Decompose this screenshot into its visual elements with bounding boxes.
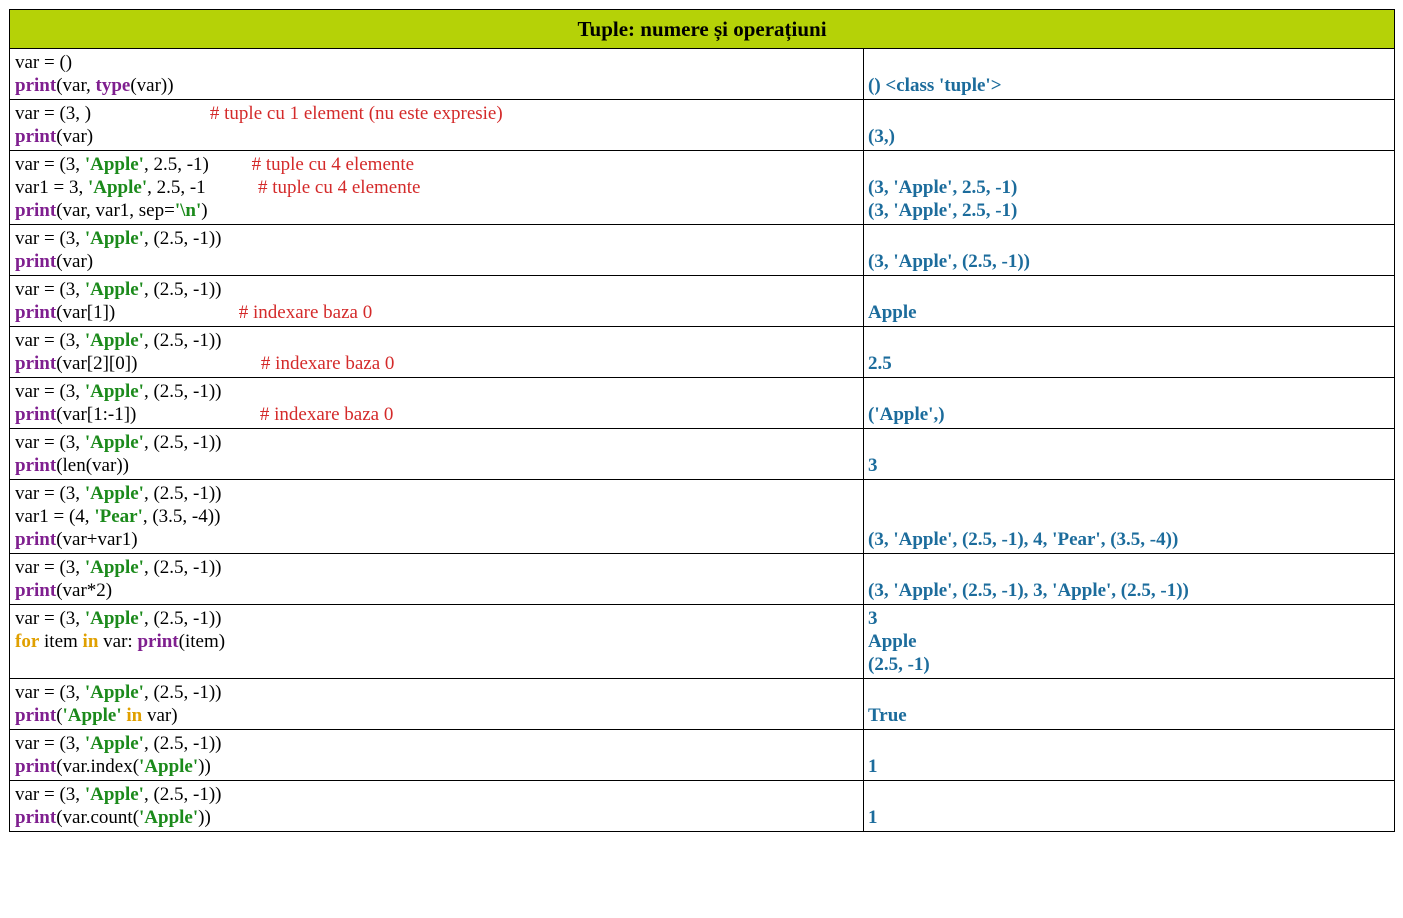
code-line	[15, 329, 863, 352]
code-token: var = (3,	[15, 279, 85, 300]
output-line: 1	[868, 756, 878, 777]
table-row	[10, 679, 1394, 730]
code-line	[15, 681, 863, 704]
code-token: (var, var1, sep=	[56, 200, 175, 221]
code-token: , (2.5, -1))	[143, 682, 222, 703]
code-token: var = (3,	[15, 330, 85, 351]
code-keyword: print	[15, 251, 57, 272]
output-line: (3, 'Apple', (2.5, -1), 4, 'Pear', (3.5, -4))	[868, 529, 1179, 550]
code-token: (len(var))	[56, 455, 129, 476]
output-cell	[864, 276, 1394, 326]
code-token: var = (3,	[15, 228, 85, 249]
code-token: (var))	[130, 75, 174, 96]
code-string: 'Apple'	[84, 279, 144, 300]
code-line	[15, 199, 863, 222]
output-line: (2.5, -1)	[868, 654, 930, 675]
tuple-operations-table	[9, 9, 1395, 832]
code-string: 'Apple'	[87, 177, 148, 198]
code-token: , 2.5, -1	[147, 177, 258, 198]
code-cell	[10, 276, 864, 326]
code-token: var = (3, )	[15, 103, 210, 124]
code-keyword: print	[15, 353, 57, 374]
code-token: (var.count(	[56, 807, 140, 828]
code-keyword: print	[15, 455, 57, 476]
code-token: (var[2][0])	[56, 353, 261, 374]
code-token: , (2.5, -1))	[143, 733, 222, 754]
code-cell	[10, 480, 864, 553]
output-cell	[864, 49, 1394, 99]
code-string: 'Apple'	[62, 705, 122, 726]
code-line	[15, 556, 863, 579]
output-line: 3	[868, 608, 878, 629]
output-line: (3, 'Apple', (2.5, -1))	[868, 251, 1031, 272]
code-cell	[10, 605, 864, 678]
output-line: (3, 'Apple', (2.5, -1), 3, 'Apple', (2.5, -1))	[868, 580, 1189, 601]
code-line	[15, 102, 863, 125]
code-keyword: print	[15, 126, 57, 147]
output-line: () <class 'tuple'>	[868, 75, 1002, 96]
code-token: , (2.5, -1))	[143, 608, 222, 629]
code-token: , (2.5, -1))	[143, 381, 222, 402]
code-cell	[10, 151, 864, 224]
code-line	[15, 176, 863, 199]
code-token: var = (3,	[15, 557, 85, 578]
code-token: var1 = 3,	[15, 177, 88, 198]
output-cell	[864, 554, 1394, 604]
code-token: var)	[142, 705, 178, 726]
code-string: 'Apple'	[84, 483, 144, 504]
code-token: (var+var1)	[56, 529, 138, 550]
code-string: 'Apple'	[84, 432, 144, 453]
code-token: (item)	[178, 631, 226, 652]
code-token: var = (3,	[15, 483, 85, 504]
output-cell	[864, 429, 1394, 479]
code-string: 'Apple'	[84, 154, 144, 175]
code-token: , (2.5, -1))	[143, 784, 222, 805]
code-string: 'Apple'	[84, 381, 144, 402]
table-row	[10, 429, 1394, 480]
code-keyword: print	[15, 529, 57, 550]
table-row	[10, 554, 1394, 605]
code-line	[15, 352, 863, 375]
output-line: 1	[868, 807, 878, 828]
code-line	[15, 250, 863, 273]
code-line	[15, 505, 863, 528]
output-cell	[864, 730, 1394, 780]
code-line	[15, 227, 863, 250]
code-comment: # tuple cu 4 elemente	[257, 177, 421, 198]
code-cell	[10, 100, 864, 150]
code-cell	[10, 781, 864, 831]
code-token: , (2.5, -1))	[143, 557, 222, 578]
code-string: 'Apple'	[84, 557, 144, 578]
code-string: 'Apple'	[84, 784, 144, 805]
output-line: (3, 'Apple', 2.5, -1)	[868, 177, 1018, 198]
output-line: 3	[868, 455, 878, 476]
code-token: var:	[98, 631, 138, 652]
code-line	[15, 755, 863, 778]
code-token: , (2.5, -1))	[143, 228, 222, 249]
code-keyword: type	[95, 75, 131, 96]
code-token: var = (3,	[15, 682, 85, 703]
output-cell	[864, 378, 1394, 428]
code-line	[15, 783, 863, 806]
code-token: var = ()	[15, 52, 73, 73]
code-line	[15, 431, 863, 454]
code-line	[15, 125, 863, 148]
code-string: 'Pear'	[94, 506, 143, 527]
code-token: var = (3,	[15, 154, 85, 175]
code-token: (var.index(	[56, 756, 140, 777]
code-string: 'Apple'	[84, 733, 144, 754]
code-keyword: in	[126, 705, 143, 726]
code-string: '\n'	[174, 200, 202, 221]
code-line	[15, 380, 863, 403]
code-line	[15, 607, 863, 630]
code-keyword: print	[15, 200, 57, 221]
code-keyword: for	[15, 631, 40, 652]
code-line	[15, 74, 863, 97]
output-line: (3,)	[868, 126, 895, 147]
code-token: (var,	[56, 75, 96, 96]
code-token: item	[39, 631, 83, 652]
code-comment: # indexare baza 0	[238, 302, 373, 323]
code-line	[15, 704, 863, 727]
table-row	[10, 730, 1394, 781]
table-row	[10, 605, 1394, 679]
code-token: (var)	[56, 126, 94, 147]
code-comment: # tuple cu 1 element (nu este expresie)	[209, 103, 503, 124]
code-token: (	[56, 705, 63, 726]
table-title: Tuple: numere și operațiuni	[10, 10, 1394, 49]
code-token: , (3.5, -4))	[142, 506, 221, 527]
code-cell	[10, 554, 864, 604]
code-string: 'Apple'	[84, 228, 144, 249]
code-keyword: print	[137, 631, 179, 652]
code-string: 'Apple'	[84, 608, 144, 629]
code-token: , (2.5, -1))	[143, 483, 222, 504]
code-token: (var[1])	[56, 302, 239, 323]
code-line	[15, 403, 863, 426]
code-line	[15, 301, 863, 324]
code-token: )	[201, 200, 208, 221]
output-cell	[864, 225, 1394, 275]
code-cell	[10, 49, 864, 99]
code-token: var = (3,	[15, 733, 85, 754]
output-cell	[864, 781, 1394, 831]
table-row	[10, 378, 1394, 429]
code-token: , (2.5, -1))	[143, 432, 222, 453]
code-keyword: print	[15, 302, 57, 323]
table-row	[10, 276, 1394, 327]
output-cell	[864, 100, 1394, 150]
code-keyword: print	[15, 705, 57, 726]
output-line: True	[868, 705, 907, 726]
code-line	[15, 153, 863, 176]
code-token: var = (3,	[15, 608, 85, 629]
code-string: 'Apple'	[84, 330, 144, 351]
code-line	[15, 454, 863, 477]
table-row	[10, 781, 1394, 831]
code-line	[15, 51, 863, 74]
code-token: var = (3,	[15, 432, 85, 453]
table-row	[10, 49, 1394, 100]
code-keyword: print	[15, 404, 57, 425]
code-keyword: print	[15, 580, 57, 601]
table-row	[10, 100, 1394, 151]
code-line	[15, 806, 863, 829]
code-token: (var[1:-1])	[56, 404, 260, 425]
code-line	[15, 732, 863, 755]
code-cell	[10, 225, 864, 275]
code-token: ))	[198, 756, 211, 777]
code-comment: # indexare baza 0	[259, 404, 394, 425]
output-cell	[864, 605, 1394, 678]
code-string: 'Apple'	[139, 807, 199, 828]
code-token: var = (3,	[15, 784, 85, 805]
code-comment: # tuple cu 4 elemente	[251, 154, 415, 175]
code-keyword: in	[82, 631, 99, 652]
code-string: 'Apple'	[84, 682, 144, 703]
output-cell	[864, 327, 1394, 377]
table-row	[10, 225, 1394, 276]
code-line	[15, 278, 863, 301]
code-comment: # indexare baza 0	[260, 353, 395, 374]
code-keyword: print	[15, 807, 57, 828]
output-cell	[864, 151, 1394, 224]
code-token: , 2.5, -1)	[143, 154, 252, 175]
output-cell	[864, 480, 1394, 553]
code-cell	[10, 327, 864, 377]
code-cell	[10, 679, 864, 729]
code-token: var1 = (4,	[15, 506, 95, 527]
output-line: ('Apple',)	[868, 404, 945, 425]
output-line: Apple	[868, 302, 917, 323]
output-line: 2.5	[868, 353, 892, 374]
code-token: var = (3,	[15, 381, 85, 402]
code-line	[15, 579, 863, 602]
code-keyword: print	[15, 756, 57, 777]
code-string: 'Apple'	[139, 756, 199, 777]
table-row	[10, 151, 1394, 225]
code-cell	[10, 378, 864, 428]
code-token: , (2.5, -1))	[143, 279, 222, 300]
output-line: (3, 'Apple', 2.5, -1)	[868, 200, 1018, 221]
table-row	[10, 480, 1394, 554]
table-row	[10, 327, 1394, 378]
code-line	[15, 528, 863, 551]
code-line	[15, 630, 863, 653]
output-line: Apple	[868, 631, 917, 652]
code-token: , (2.5, -1))	[143, 330, 222, 351]
code-keyword: print	[15, 75, 57, 96]
output-cell	[864, 679, 1394, 729]
code-line	[15, 482, 863, 505]
code-cell	[10, 730, 864, 780]
table-body	[10, 49, 1394, 831]
code-token: ))	[198, 807, 211, 828]
code-cell	[10, 429, 864, 479]
code-token: (var)	[56, 251, 94, 272]
code-token: (var*2)	[56, 580, 113, 601]
